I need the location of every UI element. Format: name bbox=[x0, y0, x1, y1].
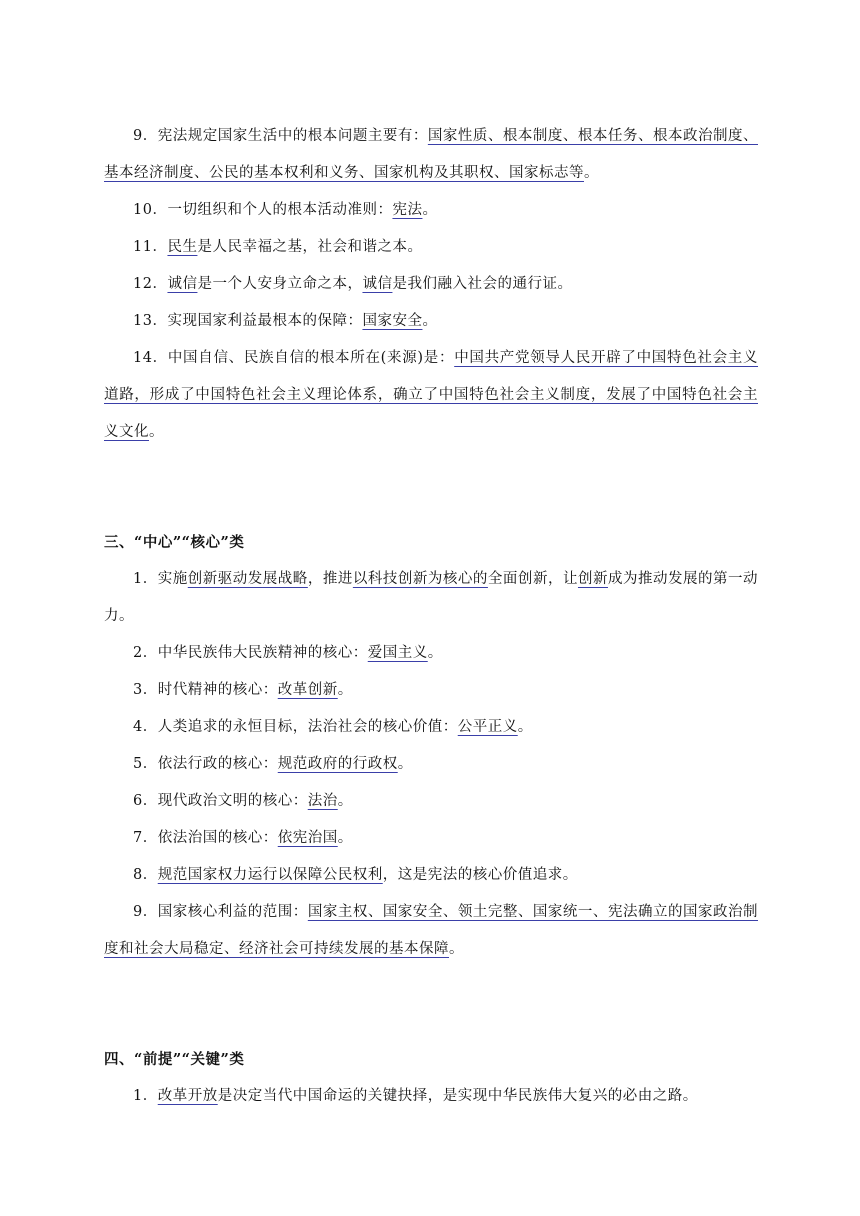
section-4-heading: 四、“前提”“关键”类 bbox=[104, 1051, 245, 1068]
item-text: 3．时代精神的核心： bbox=[133, 682, 278, 698]
item-text: 。 bbox=[422, 202, 438, 218]
list-item bbox=[104, 857, 758, 894]
item-text: 。 bbox=[517, 719, 533, 735]
underlined-answer: 国家主权、国家安全、领土完整、国家统一、宪法确立的国家政治制度和社会大局稳定、经济社会可持续发展的基本保障 bbox=[104, 904, 758, 957]
item-text: 。 bbox=[337, 830, 353, 846]
item-text: 7．依法治国的核心： bbox=[133, 830, 278, 846]
item-text: 。 bbox=[427, 645, 443, 661]
item-text: 5．依法行政的核心： bbox=[133, 756, 278, 772]
underlined-answer: 公平正义 bbox=[457, 719, 518, 735]
list-item bbox=[104, 266, 758, 303]
underlined-answer: 以科技创新为核心的 bbox=[352, 571, 488, 587]
list-item bbox=[104, 635, 758, 672]
item-text: 成为推动发展的第一动力。 bbox=[104, 571, 759, 624]
underlined-answer: 法治 bbox=[307, 793, 338, 809]
underlined-answer: 创新 bbox=[577, 571, 608, 587]
underlined-answer: 改革创新 bbox=[277, 682, 338, 698]
spacer bbox=[104, 451, 758, 524]
item-text: 9．国家核心利益的范围： bbox=[133, 904, 308, 920]
list-item bbox=[104, 561, 758, 635]
item-text: 。 bbox=[584, 165, 599, 181]
list-item bbox=[104, 1078, 758, 1115]
list-item bbox=[104, 303, 758, 340]
list-item bbox=[104, 783, 758, 820]
item-text: ，这是宪法的核心价值追求。 bbox=[382, 867, 578, 883]
underlined-answer: 规范政府的行政权 bbox=[277, 756, 398, 772]
item-text: 。 bbox=[337, 682, 353, 698]
item-text: ，推进 bbox=[307, 571, 353, 587]
list-item bbox=[104, 672, 758, 709]
underlined-answer: 规范国家权力运行以保障公民权利 bbox=[157, 867, 383, 883]
underlined-answer: 国家性质、根本制度、根本任务、根本政治制度、基本经济制度、公民的基本权利和义务、国家机构及其职权、国家标志等 bbox=[104, 128, 758, 181]
item-text: 是决定当代中国命运的关键抉择，是实现中华民族伟大复兴的必由之路。 bbox=[217, 1088, 698, 1104]
item-text: 。 bbox=[449, 941, 464, 957]
underlined-answer: 诚信 bbox=[167, 276, 198, 292]
item-text: 是一个人安身立命之本， bbox=[197, 276, 363, 292]
underlined-answer: 依宪治国 bbox=[277, 830, 338, 846]
section-3-heading: 三、“中心”“核心”类 bbox=[104, 534, 245, 551]
item-text: 。 bbox=[337, 793, 353, 809]
section-4-list bbox=[104, 1078, 758, 1115]
list-item bbox=[104, 340, 758, 451]
underlined-answer: 宪法 bbox=[392, 202, 423, 218]
item-text: 。 bbox=[397, 756, 413, 772]
item-text: 是我们融入社会的通行证。 bbox=[392, 276, 573, 292]
section-3-list bbox=[104, 561, 758, 968]
list-item bbox=[104, 709, 758, 746]
underlined-answer: 国家安全 bbox=[362, 313, 423, 329]
list-item bbox=[104, 894, 758, 968]
underlined-answer: 创新驱动发展战略 bbox=[187, 571, 308, 587]
underlined-answer: 诚信 bbox=[362, 276, 393, 292]
section-2-list bbox=[104, 118, 758, 451]
document-page bbox=[104, 118, 758, 1115]
underlined-answer: 改革开放 bbox=[157, 1088, 218, 1104]
list-item bbox=[104, 229, 758, 266]
item-text: 2．中华民族伟大民族精神的核心： bbox=[133, 645, 368, 661]
underlined-answer: 爱国主义 bbox=[367, 645, 428, 661]
item-text: 是人民幸福之基，社会和谐之本。 bbox=[197, 239, 423, 255]
item-text: 13．实现国家利益最根本的保障： bbox=[133, 313, 363, 329]
underlined-answer: 中国共产党领导人民开辟了中国特色社会主义道路，形成了中国特色社会主义理论体系，确立了中国特色社会主义制度，发展了中国特色社会主义文化 bbox=[104, 350, 759, 440]
item-text: 。 bbox=[149, 424, 164, 440]
item-text: 6．现代政治文明的核心： bbox=[133, 793, 308, 809]
item-text: 4．人类追求的永恒目标，法治社会的核心价值： bbox=[133, 719, 458, 735]
item-text: 10．一切组织和个人的根本活动准则： bbox=[133, 202, 393, 218]
item-text: 11． bbox=[133, 239, 168, 255]
item-text: 14．中国自信、民族自信的根本所在(来源)是： bbox=[133, 350, 455, 366]
item-text: 9．宪法规定国家生活中的根本问题主要有： bbox=[133, 128, 428, 144]
list-item bbox=[104, 192, 758, 229]
item-text: 全面创新，让 bbox=[487, 571, 578, 587]
spacer bbox=[104, 968, 758, 1041]
item-text: 8． bbox=[133, 867, 158, 883]
item-text: 。 bbox=[422, 313, 438, 329]
underlined-answer: 民生 bbox=[167, 239, 198, 255]
item-text: 12． bbox=[133, 276, 168, 292]
list-item bbox=[104, 118, 758, 192]
item-text: 1． bbox=[133, 1088, 158, 1104]
list-item bbox=[104, 746, 758, 783]
item-text: 1．实施 bbox=[133, 571, 188, 587]
list-item bbox=[104, 820, 758, 857]
